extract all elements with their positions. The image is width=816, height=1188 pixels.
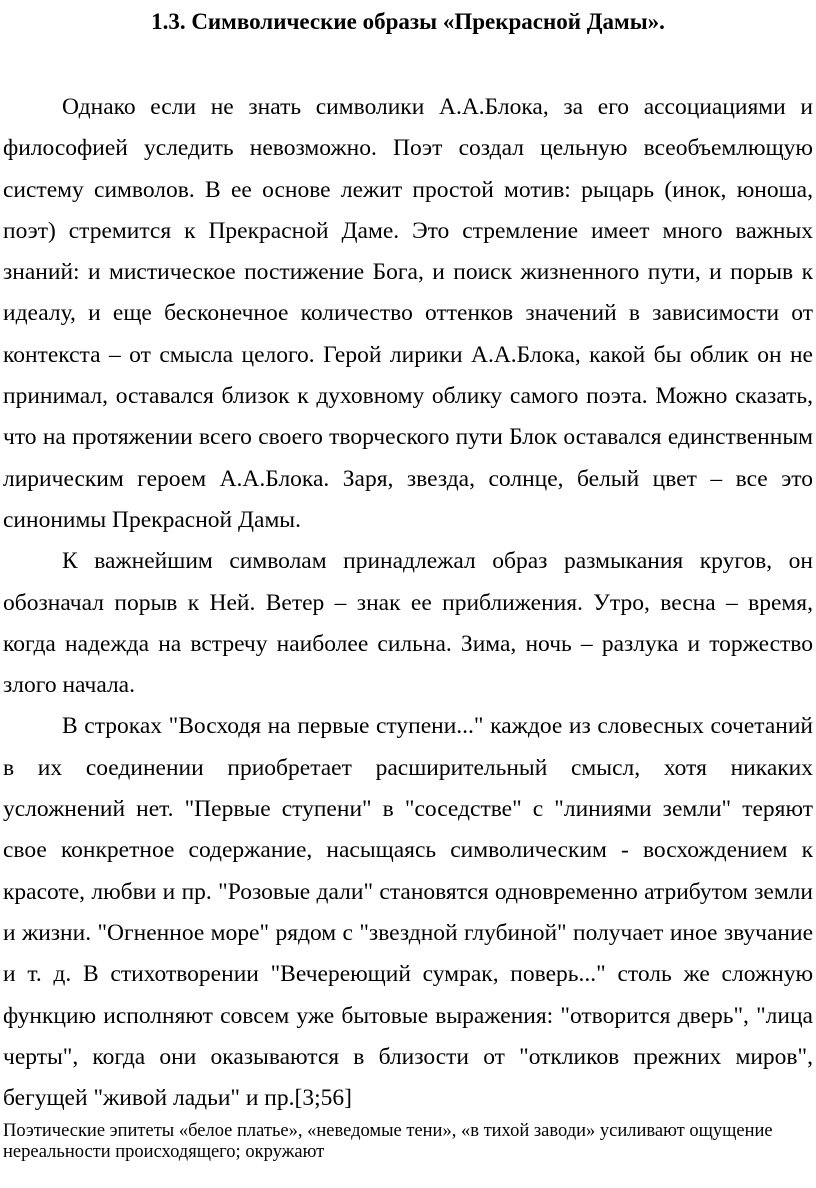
- document-body: [3, 87, 813, 1119]
- paragraph-verse-analysis: В строках "Восходя на первые ступени..." каждое из словесных сочетаний в их соединении приобретает расширительный смысл, хотя никаких усложнений нет. "Первые ступени" в "соседстве" с "линиями земли" теряют свое конкретное содержание, насыщаясь символическим - восхождением к красоте, любви и пр. "Розовые дали" становятся одновременно атрибутом земли и жизни. "Огненное море" рядом с "звездной глубиной" получает иное звучание и т. д. В стихотворении "Вечереющий сумрак, поверь..." столь же сложную функцию исполняют совсем уже бытовые выражения: "отворится дверь", "лица черты", когда они оказываются в близости от "откликов прежних миров", бегущей "живой ладьи" и пр.[3;56]: [3, 713, 813, 1112]
- small-print-continuation: Поэтические эпитеты «белое платье», «неведомые тени», «в тихой заводи» усиливают ощущение нереальности происходящего; окружают: [3, 1121, 773, 1163]
- section-heading: 1.3. Символические образы «Прекрасной Дамы».: [151, 9, 665, 34]
- paragraph-symbol-system: Однако если не знать символики А.А.Блока, за его ассоциациями и философией уследить невозможно. Поэт создал цельную всеобъемлющую систему символов. В ее основе лежит простой мотив: рыцарь (инок, юноша, поэт) стремится к Прекрасной Даме. Это стремление имеет много важных знаний: и мистическое постижение Бога, и поиск жизненного пути, и порыв к идеалу, и еще бесконечное количество оттенков значений в зависимости от контекста – от смысла целого. Герой лирики А.А.Блока, какой бы облик он не принимал, оставался близок к духовному облику самого поэта. Можно сказать, что на протяжении всего своего творческого пути Блок оставался единственным лирическим героем А.А.Блока. Заря, звезда, солнце, белый цвет – все это синонимы Прекрасной Дамы.: [3, 94, 813, 533]
- paragraph-symbol-meanings: К важнейшим символам принадлежал образ размыкания кругов, он обозначал порыв к Ней. Ветер – знак ее приближения. Утро, весна – время, когда надежда на встречу наиболее сильна. Зима, ночь – разлука и торжество злого начала.: [3, 548, 813, 699]
